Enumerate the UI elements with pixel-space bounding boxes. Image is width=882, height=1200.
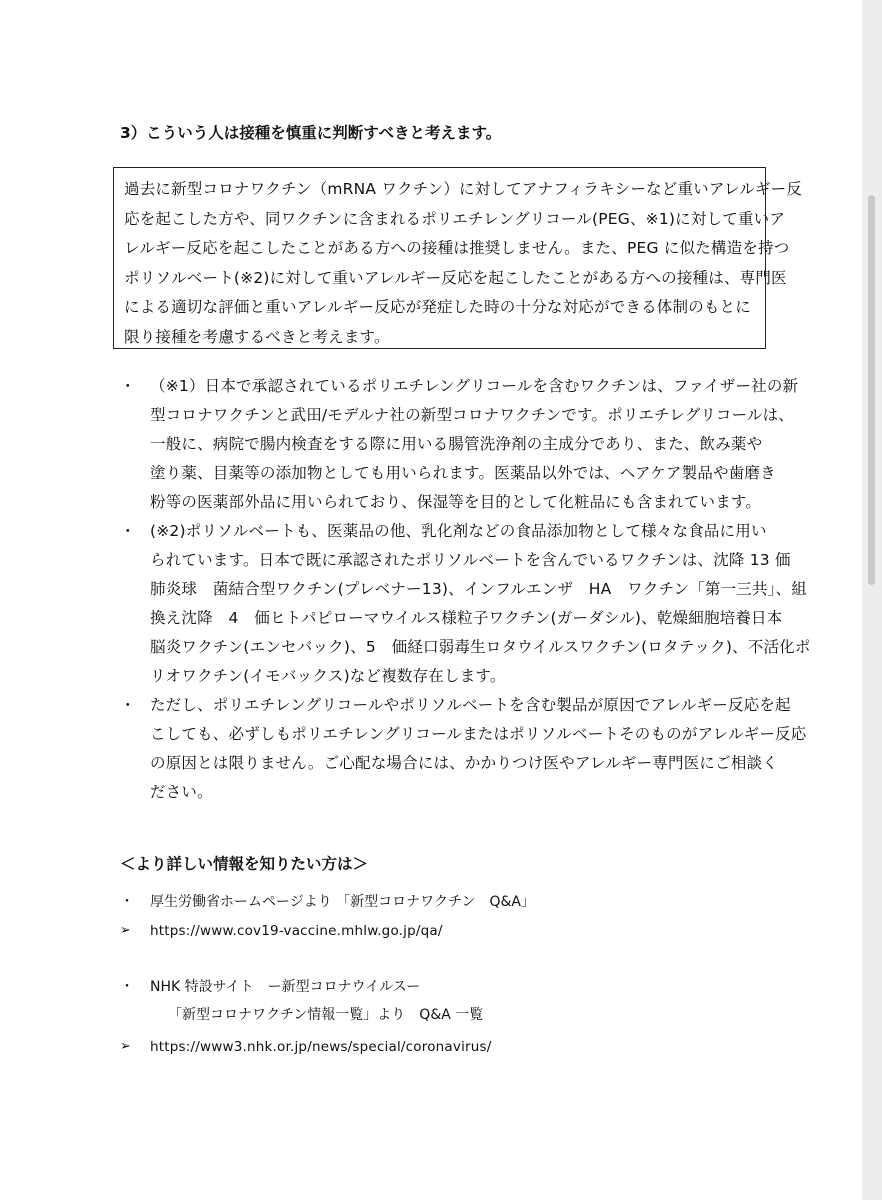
notes-list: [120, 372, 811, 807]
nhk-label: NHK 特設サイト ー新型コロナウイルスー: [150, 979, 421, 995]
note-line: 塗り薬、目薬等の添加物としても用いられます。医薬品以外では、ヘアケア製品や歯磨き: [150, 464, 776, 482]
bullet-mark: ・: [120, 377, 136, 395]
more-info-heading: ＜より詳しい情報を知りたい方は＞: [120, 855, 369, 873]
mhlw-link-row: [120, 920, 443, 942]
note-line: 換え沈降 4 価ヒトパピローマウイルス様粒子ワクチン(ガーダシル)、乾燥細胞培養日本: [150, 609, 783, 627]
nhk-link-row: [120, 1036, 492, 1058]
note-line: 一般に、病院で腸内検査をする際に用いる腸管洗浄剤の主成分であり、また、飲み薬や: [150, 435, 763, 453]
note-line: ださい。: [150, 783, 213, 801]
note-line: リオワクチン(イモバックス)など複数存在します。: [150, 667, 506, 685]
note-line: 型コロナワクチンと武田/モデルナ社の新型コロナワクチンです。ポリエチレグリコールは、: [150, 406, 795, 424]
caution-box-line: ポリソルベート(※2)に対して重いアレルギー反応を起こしたことがある方への接種は、専門医: [124, 268, 787, 287]
section-heading: 3）こういう人は接種を慎重に判断すべきと考えます。: [120, 124, 502, 142]
note-polysorbate: [120, 517, 811, 691]
nhk-url-link[interactable]: https://www3.nhk.or.jp/news/special/coronavirus/: [150, 1039, 492, 1055]
caution-box-line: による適切な評価と重いアレルギー反応が発症した時の十分な対応ができる体制のもとに: [124, 298, 751, 316]
bullet-mark: ・: [120, 894, 134, 910]
note-line: 脳炎ワクチン(エンセバック)、5 価経口弱毒生ロタウイルスワクチン(ロタテック)、不活化ポ: [150, 638, 811, 656]
caution-box-line: レルギー反応を起こしたことがある方への接種は推奨しません。また、PEG に似た構造を持つ: [124, 239, 790, 257]
note-line: 肺炎球 菌結合型ワクチン(プレベナー13)、インフルエンザ HA ワクチン「第一三共」、組: [150, 580, 808, 598]
note-line: （※1）日本で承認されているポリエチレングリコールを含むワクチンは、ファイザー社の新: [150, 377, 799, 395]
nhk-source: [120, 976, 420, 998]
nhk-sublabel: 「新型コロナワクチン情報一覧」より Q&A 一覧: [168, 1007, 484, 1023]
note-peg: [120, 372, 799, 517]
arrow-bullet-icon: ➢: [120, 923, 131, 938]
mhlw-source: [120, 891, 535, 913]
note-line: 粉等の医薬部外品に用いられており、保湿等を目的として化粧品にも含まれています。: [150, 493, 762, 511]
mhlw-label: 厚生労働省ホームページより 「新型コロナワクチン Q&A」: [150, 894, 535, 910]
caution-box-line: 過去に新型コロナワクチン（mRNA ワクチン）に対してアナフィラキシーなど重いアレルギー反: [124, 180, 803, 198]
caution-box-line: 限り接種を考慮するべきと考えます。: [124, 327, 390, 346]
bullet-mark: ・: [120, 979, 134, 995]
bullet-mark: ・: [120, 522, 136, 540]
mhlw-url-link[interactable]: https://www.cov19-vaccine.mhlw.go.jp/qa/: [150, 923, 443, 939]
caution-box: [113, 167, 803, 349]
note-line: ただし、ポリエチレングリコールやポリソルベートを含む製品が原因でアレルギー反応を起: [150, 696, 791, 714]
note-caveat: [120, 691, 807, 807]
note-line: こしても、必ずしもポリエチレングリコールまたはポリソルベートそのものがアレルギー反応: [150, 725, 807, 743]
note-line: の原因とは限りません。ご心配な場合には、かかりつけ医やアレルギー専門医にご相談く: [150, 754, 778, 772]
bullet-mark: ・: [120, 696, 136, 714]
caution-box-line: 応を起こした方や、同ワクチンに含まれるポリエチレングリコール(PEG、※1)に対して重いア: [124, 209, 786, 228]
arrow-bullet-icon: ➢: [120, 1039, 131, 1054]
vertical-scrollbar[interactable]: [868, 195, 875, 585]
note-line: られています。日本で既に承認されたポリソルベートを含んでいるワクチンは、沈降 13 価: [150, 551, 791, 569]
note-line: (※2)ポリソルベートも、医薬品の他、乳化剤などの食品添加物として様々な食品に用い: [150, 522, 767, 540]
